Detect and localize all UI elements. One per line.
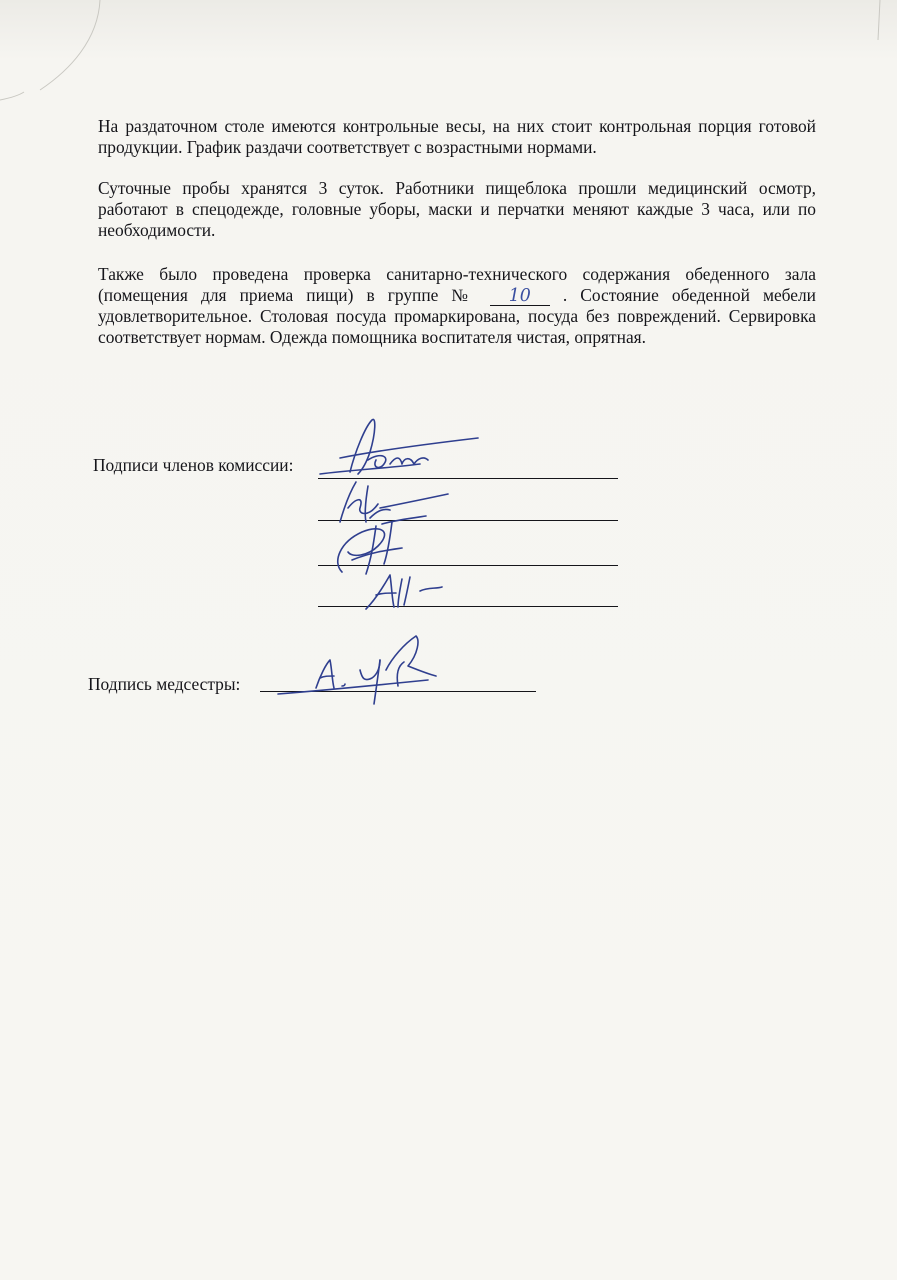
nurse-signature bbox=[268, 630, 448, 710]
nurse-signature-label: Подпись медсестры: bbox=[88, 674, 241, 694]
paragraph-dining-hall-text-2: . Состояние обеденной мебели удовлетворительное. Столовая посуда промаркирована, посуда без повреждений. Сервировка соответствует нормам. Одежда помощника воспитателя чистая, опрятная. bbox=[98, 285, 816, 347]
paragraph-dining-hall-check bbox=[98, 264, 816, 348]
commission-signatures-label: Подписи членов комиссии: bbox=[93, 455, 294, 475]
commission-signature-1 bbox=[310, 412, 490, 487]
paragraph-dining-hall-text-1: Также было проведена проверка санитарно-технического содержания обеденного зала (помещения для приема пищи) в группе № bbox=[98, 264, 816, 305]
group-number-handwritten: 10 bbox=[490, 287, 550, 306]
commission-signature-4 bbox=[360, 565, 460, 615]
paragraph-distribution-table: На раздаточном столе имеются контрольные весы, на них стоит контрольная порция готовой продукции. График раздачи соответствует с возрастными нормами. bbox=[98, 116, 816, 157]
paragraph-daily-samples: Суточные пробы хранятся 3 суток. Работники пищеблока прошли медицинский осмотр, работают в спецодежде, головные уборы, маски и перчатки меняют каждые 3 часа, или по необходимости. bbox=[98, 178, 816, 240]
